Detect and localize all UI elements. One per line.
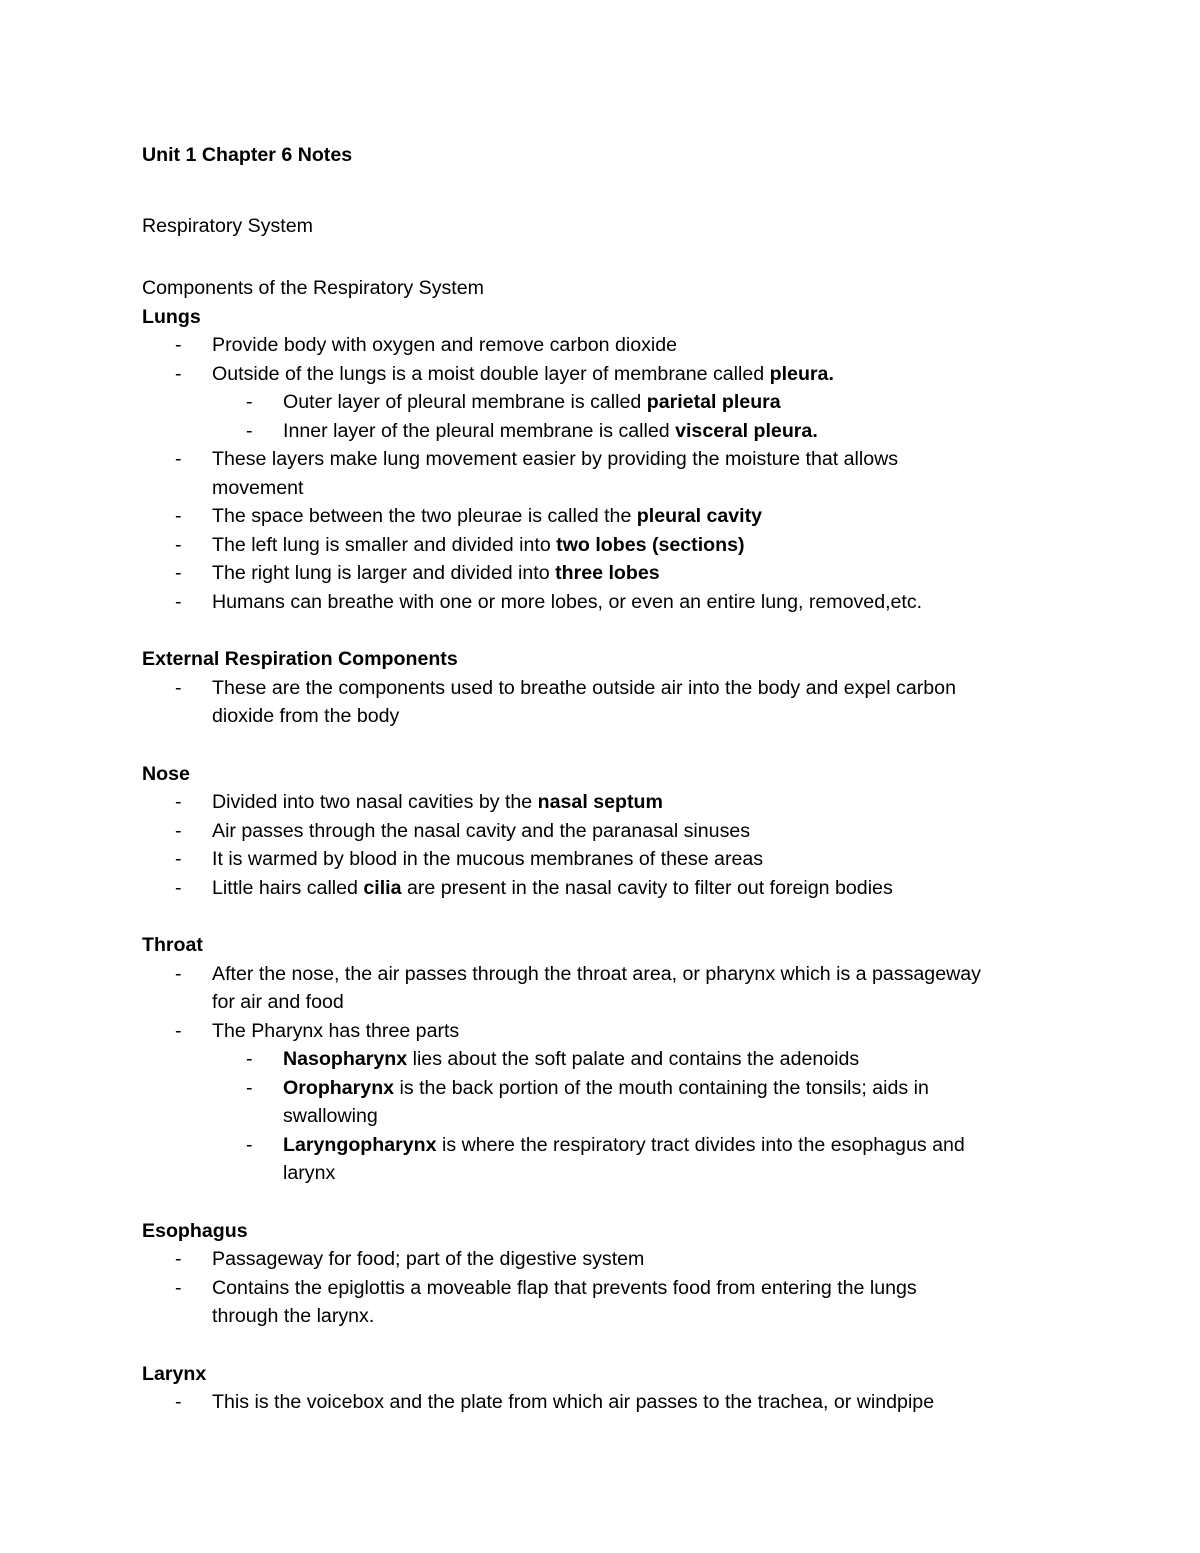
term-nasopharynx: Nasopharynx <box>283 1048 408 1070</box>
bullet-dash: - <box>175 676 182 699</box>
bullet-dash: - <box>175 962 182 985</box>
term-parietal-pleura: parietal pleura <box>646 391 781 413</box>
bullet-dash: - <box>246 419 253 442</box>
term-oropharynx: Oropharynx <box>283 1076 395 1099</box>
list-item: - Divided into two nasal cavities by the nasal septum <box>142 788 1082 817</box>
heading-lungs: Lungs <box>142 305 201 328</box>
bullet-dash: - <box>175 819 182 842</box>
term-pleural-cavity: pleural cavity <box>636 505 763 527</box>
bullet-dash: - <box>175 334 182 356</box>
bullet-dash: - <box>175 448 182 470</box>
term-visceral-pleura: visceral pleura. <box>675 419 818 442</box>
list-item-continuation: dioxide from the body <box>212 705 400 727</box>
list-item: - Contains the epiglottis a moveable flap that prevents food from entering the lungs <box>142 1274 1082 1303</box>
heading-nose: Nose <box>142 762 190 785</box>
term-three-lobes: three lobes <box>555 562 660 584</box>
bullet-dash: - <box>175 505 182 527</box>
list-item-sub: - Laryngopharynx is where the respiratory tract divides into the esophagus and <box>142 1131 1082 1160</box>
list-item: - The Pharynx has three parts <box>142 1017 1082 1046</box>
list-item: - After the nose, the air passes through the throat area, or pharynx which is a passageway <box>142 960 1082 989</box>
bullet-dash: - <box>246 391 253 413</box>
list-item: - Outside of the lungs is a moist double layer of membrane called pleura. <box>142 360 1082 389</box>
list-item: - The right lung is larger and divided into three lobes <box>142 559 1082 588</box>
bullet-dash: - <box>175 533 182 556</box>
bullet-dash: - <box>246 1076 253 1099</box>
list-item-continuation: larynx <box>283 1162 336 1184</box>
list-item: - It is warmed by blood in the mucous membranes of these areas <box>142 845 1082 874</box>
term-laryngopharynx: Laryngopharynx <box>283 1133 437 1156</box>
list-item-continuation: movement <box>212 476 304 499</box>
heading-external-respiration: External Respiration Components <box>142 648 458 670</box>
document-title: Unit 1 Chapter 6 Notes <box>142 144 353 166</box>
bullet-dash: - <box>175 1276 182 1299</box>
list-item-sub: - Outer layer of pleural membrane is called parietal pleura <box>142 388 1082 417</box>
term-two-lobes: two lobes (sections) <box>556 533 745 556</box>
list-item: - These are the components used to breathe outside air into the body and expel carbon <box>142 674 1082 703</box>
bullet-dash: - <box>175 876 182 899</box>
list-item: - Passageway for food; part of the digestive system <box>142 1245 1082 1274</box>
bullet-dash: - <box>175 1019 182 1042</box>
list-item: - This is the voicebox and the plate from which air passes to the trachea, or windpipe <box>142 1388 1082 1417</box>
document-subtitle: Respiratory System <box>142 214 313 237</box>
bullet-dash: - <box>175 848 182 870</box>
list-item-sub: - Inner layer of the pleural membrane is called visceral pleura. <box>142 417 1082 446</box>
bullet-dash: - <box>175 362 182 385</box>
bullet-dash: - <box>175 562 182 584</box>
intro-line: Components of the Respiratory System <box>142 277 484 299</box>
bullet-dash: - <box>175 1248 182 1270</box>
list-item-sub: - Oropharynx is the back portion of the mouth containing the tonsils; aids in <box>142 1074 1082 1103</box>
bullet-dash: - <box>175 1391 182 1413</box>
bullet-dash: - <box>175 590 182 613</box>
list-item: - Humans can breathe with one or more lobes, or even an entire lung, removed,etc. <box>142 588 1082 617</box>
bullet-dash: - <box>175 791 182 813</box>
list-item: - Provide body with oxygen and remove carbon dioxide <box>142 331 1082 360</box>
list-item: - Little hairs called cilia are present in the nasal cavity to filter out foreign bodies <box>142 874 1082 903</box>
term-cilia: cilia <box>363 876 402 899</box>
bullet-dash: - <box>246 1133 253 1156</box>
bullet-dash: - <box>246 1048 253 1070</box>
heading-throat: Throat <box>142 934 203 956</box>
term-pleura: pleura. <box>769 362 834 385</box>
list-item-continuation: through the larynx. <box>212 1305 375 1327</box>
list-item: - The space between the two pleurae is called the pleural cavity <box>142 502 1082 531</box>
list-item-continuation: swallowing <box>283 1105 378 1127</box>
list-item-sub: - Nasopharynx lies about the soft palate and contains the adenoids <box>142 1045 1082 1074</box>
term-nasal-septum: nasal septum <box>537 791 663 813</box>
list-item: - The left lung is smaller and divided into two lobes (sections) <box>142 531 1082 560</box>
list-item: - Air passes through the nasal cavity and the paranasal sinuses <box>142 817 1082 846</box>
list-item-continuation: for air and food <box>212 991 344 1013</box>
document-page <box>142 141 1082 1417</box>
heading-esophagus: Esophagus <box>142 1219 248 1242</box>
heading-larynx: Larynx <box>142 1362 207 1385</box>
list-item: - These layers make lung movement easier by providing the moisture that allows <box>142 445 1082 474</box>
